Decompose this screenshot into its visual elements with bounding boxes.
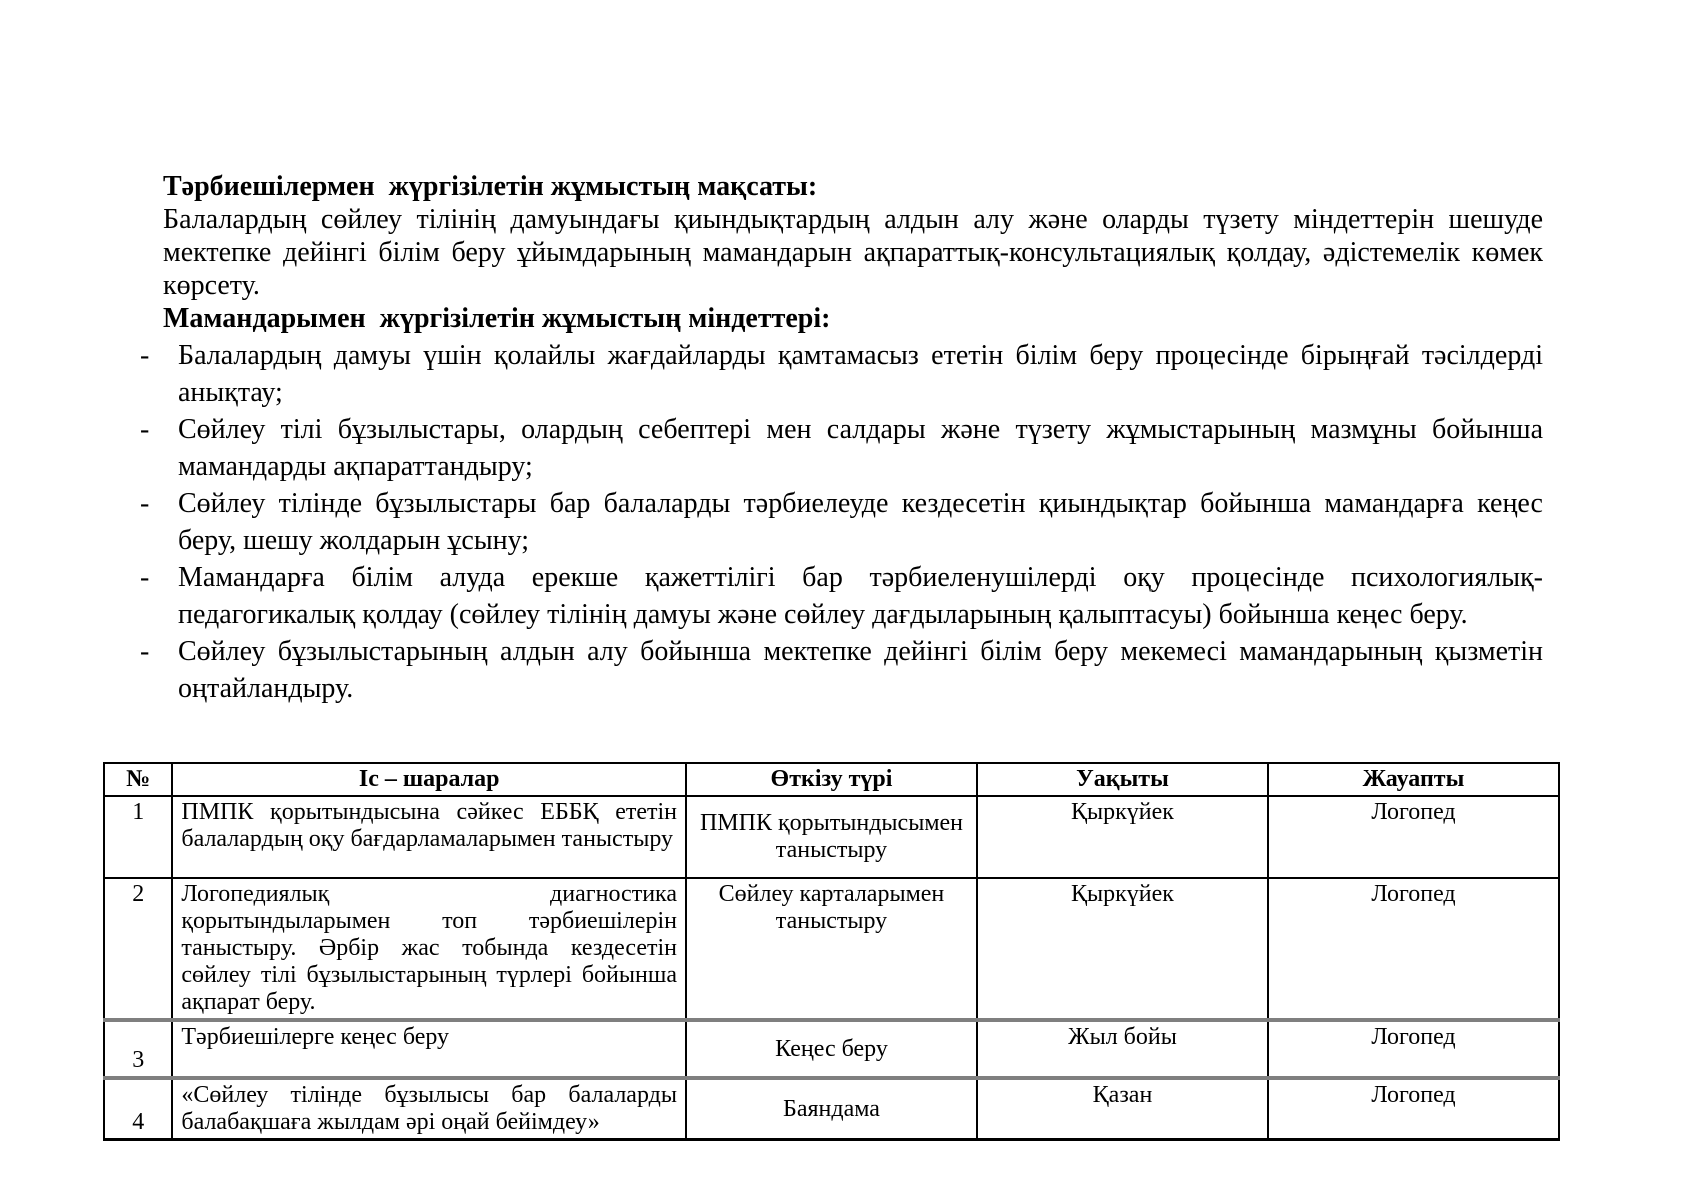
list-item-text: Сөйлеу тілі бұзылыстары, олардың себептері мен салдары және түзету жұмыстарының мазмұны бойынша мамандарды ақпараттандыру; <box>178 414 1543 482</box>
list-item <box>140 337 1543 411</box>
row-number-cell: 2 <box>104 878 172 1020</box>
activity-cell: ПМПК қорытындысына сәйкес ЕББҚ ететін балалардың оқу бағдарламаларымен таныстыру <box>172 796 686 878</box>
row-number-cell: 1 <box>104 796 172 878</box>
tasks-bullet-list <box>140 337 1543 707</box>
time-cell: Қыркүйек <box>977 878 1268 1020</box>
bullet-dash: - <box>140 414 150 445</box>
list-item-text: Мамандарға білім алуда ерекше қажеттілігі бар тәрбиеленушілерді оқу процесінде психологиялық-педагогикалық қолдау (сөйлеу тілінің дамуы және сөйлеу дағдыларының қалыптасуы) бойынша кеңес беру. <box>178 562 1543 630</box>
format-cell: Кеңес беру <box>686 1020 977 1078</box>
list-item <box>140 633 1543 707</box>
column-header-time: Уақыты <box>977 763 1268 796</box>
format-cell: ПМПК қорытындысымен таныстыру <box>686 796 977 878</box>
table-header-row <box>104 763 1559 796</box>
tasks-heading: Мамандарымен жүргізілетін жұмыстың міндеттері: <box>163 303 831 334</box>
responsible-cell: Логопед <box>1268 1078 1559 1140</box>
bullet-dash: - <box>140 636 150 667</box>
format-cell: Сөйлеу карталарымен таныстыру <box>686 878 977 1020</box>
time-cell: Қыркүйек <box>977 796 1268 878</box>
column-header-activities: Іс – шаралар <box>172 763 686 796</box>
responsible-cell: Логопед <box>1268 878 1559 1020</box>
table-row <box>104 796 1559 878</box>
schedule-table-wrap <box>103 762 1560 1141</box>
list-item-text: Балалардың дамуы үшін қолайлы жағдайларды қамтамасыз ететін білім беру процесінде бірыңғай тәсілдерді анықтау; <box>178 340 1543 408</box>
bullet-dash: - <box>140 562 150 593</box>
activity-cell: Тәрбиешілерге кеңес беру <box>172 1020 686 1078</box>
bullet-dash: - <box>140 340 150 371</box>
schedule-table <box>103 762 1560 1141</box>
list-item <box>140 559 1543 633</box>
activity-cell: «Сөйлеу тілінде бұзылысы бар балаларды балабақшаға жылдам әрі оңай бейімдеу» <box>172 1078 686 1140</box>
bullet-dash: - <box>140 488 150 519</box>
activity-cell: Логопедиялық диагностика қорытындыларымен топ тәрбиешілерін таныстыру. Әрбір жас тобында кездесетін сөйлеу тілі бұзылыстарының түрлері бойынша ақпарат беру. <box>172 878 686 1020</box>
row-number-cell: 3 <box>104 1020 172 1078</box>
responsible-cell: Логопед <box>1268 1020 1559 1078</box>
table-row <box>104 1078 1559 1140</box>
responsible-cell: Логопед <box>1268 796 1559 878</box>
list-item-text: Сөйлеу бұзылыстарының алдын алу бойынша мектепке дейінгі білім беру мекемесі мамандарының қызметін оңтайландыру. <box>178 636 1543 704</box>
list-item <box>140 485 1543 559</box>
table-row <box>104 878 1559 1020</box>
column-header-format: Өткізу түрі <box>686 763 977 796</box>
table-row <box>104 1020 1559 1078</box>
row-number-cell: 4 <box>104 1078 172 1140</box>
list-item-text: Сөйлеу тілінде бұзылыстары бар балаларды тәрбиелеуде кездесетін қиындықтар бойынша мамандарға кеңес беру, шешу жолдарын ұсыну; <box>178 488 1543 556</box>
time-cell: Жыл бойы <box>977 1020 1268 1078</box>
column-header-number: № <box>104 763 172 796</box>
format-cell: Баяндама <box>686 1078 977 1140</box>
list-item <box>140 411 1543 485</box>
goal-paragraph: Балалардың сөйлеу тілінің дамуындағы қиындықтардың алдын алу және оларды түзету міндеттерін шешуде мектепке дейінгі білім беру ұйымдарының мамандарын ақпараттық-консультациялық қолдау, әдістемелік көмек көрсету. <box>163 204 1543 301</box>
column-header-responsible: Жауапты <box>1268 763 1559 796</box>
goal-heading: Тәрбиешілермен жүргізілетін жұмыстың мақсаты: <box>163 171 818 202</box>
time-cell: Қазан <box>977 1078 1268 1140</box>
